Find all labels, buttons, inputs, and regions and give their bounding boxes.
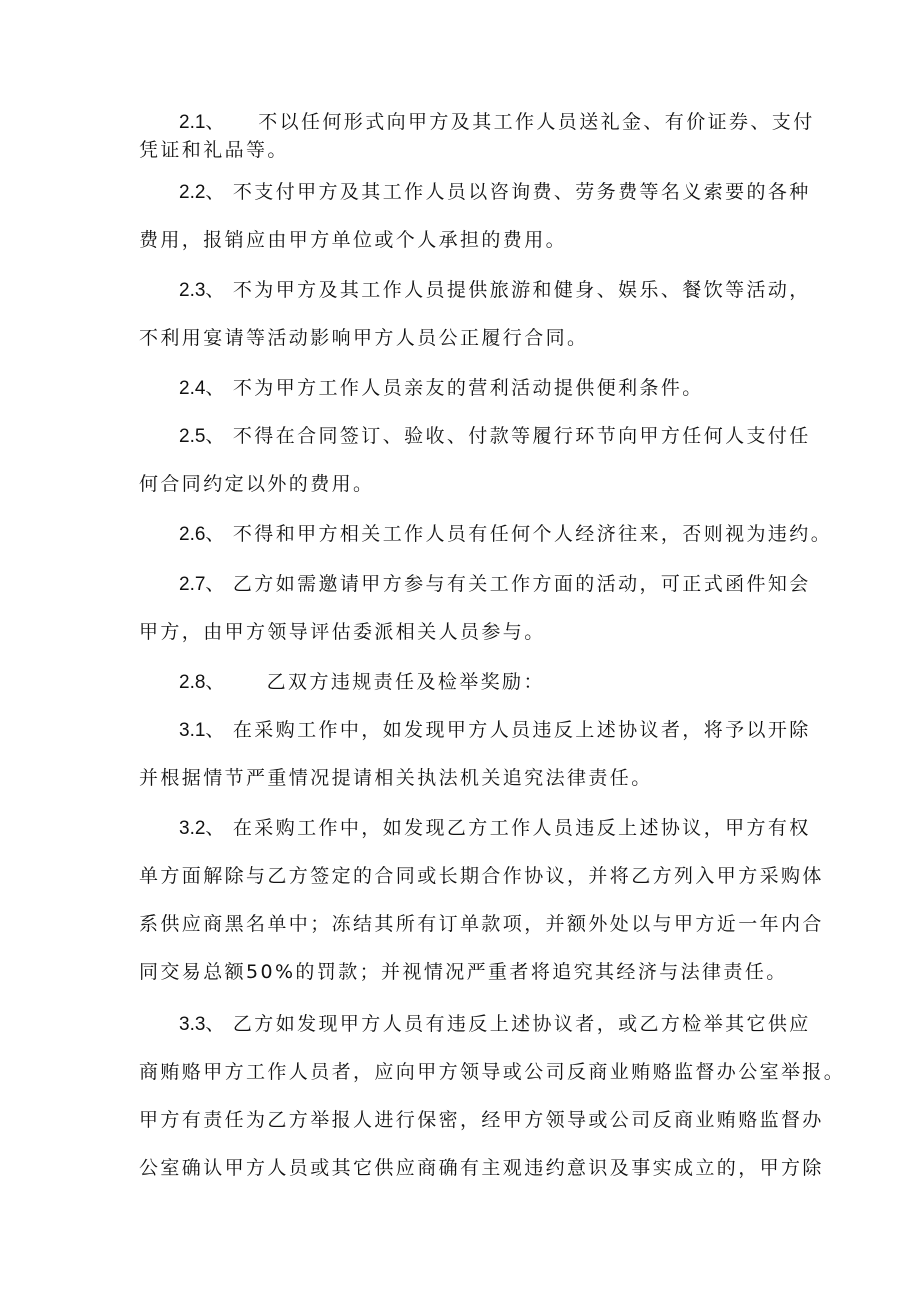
clause-text: 不支付甲方及其工作人员以咨询费、劳务费等名义索要的各种 [232,181,811,203]
clause-number: 3.3 [179,1014,206,1035]
clause-line: 同交易总额50%的罚款；并视情况严重者将追究其经济与法律责任。 [139,961,788,983]
clause-2-7 [139,560,811,656]
clause-separator: 、 [205,111,225,133]
clause-line [139,412,811,460]
clause-line [139,804,811,852]
clause-line: 系供应商黑名单中；冻结其所有订单款项，并额外处以与甲方近一年内合 [139,913,824,935]
clause-line [139,266,811,314]
clause-2-3 [139,266,811,362]
clause-number: 2.7 [179,574,206,595]
clause-separator: 、 [205,425,225,447]
clause-separator: 、 [205,671,225,693]
clause-separator: 、 [205,817,225,839]
clause-text: 不得在合同签订、验收、付款等履行环节向甲方任何人支付任 [232,425,811,447]
clause-number: 3.2 [179,818,206,839]
clause-line: 公室确认甲方人员或其它供应商确有主观违约意识及事实成立的，甲方除 [139,1157,824,1179]
clause-2-2 [139,168,811,264]
clause-number: 2.8 [179,672,206,693]
clause-number: 2.5 [179,426,206,447]
clause-3-1 [139,706,811,802]
clause-line [139,560,811,608]
clause-separator: 、 [205,573,225,595]
clause-separator: 、 [205,1013,225,1035]
clause-3-2 [139,804,824,996]
clause-number: 2.4 [179,378,206,399]
clause-text: 在采购工作中，如发现乙方工作人员违反上述协议，甲方有权 [232,817,811,839]
clause-text: 乙方如需邀请甲方参与有关工作方面的活动，可正式函件知会 [232,573,811,595]
clause-separator: 、 [205,181,225,203]
clause-separator: 、 [205,279,225,301]
clause-2-8 [139,658,785,706]
clause-separator: 、 [205,719,225,741]
clause-line: 商贿赂甲方工作人员者，应向甲方领导或公司反商业贿赂监督办公室举报。 [139,1061,846,1083]
clause-separator: 、 [205,523,225,545]
clause-text: 不为甲方工作人员亲友的营利活动提供便利条件。 [232,377,704,399]
clause-line: 何合同约定以外的费用。 [139,473,375,495]
clause-line [139,168,811,216]
clause-line [139,108,815,136]
clause-line [139,1000,811,1048]
clause-text: 不以任何形式向甲方及其工作人员送礼金、有价证券、支付 [258,111,815,133]
clause-text: 不得和甲方相关工作人员有任何个人经济往来，否则视为违约。 [232,523,833,545]
clause-line: 甲方，由甲方领导评估委派相关人员参与。 [139,621,546,643]
clause-text: 在采购工作中，如发现甲方人员违反上述协议者，将予以开除 [232,719,811,741]
clause-line: 凭证和礼品等。 [139,139,289,161]
clause-2-1 [139,108,815,164]
clause-line: 单方面解除与乙方签定的合同或长期合作协议，并将乙方列入甲方采购体 [139,865,824,887]
clause-line [139,364,785,412]
clause-2-5 [139,412,811,508]
clause-separator: 、 [205,377,225,399]
clause-number: 2.2 [179,182,206,203]
clause-text: 乙方如发现甲方人员有违反上述协议者，或乙方检举其它供应 [232,1013,811,1035]
clause-line: 甲方有责任为乙方举报人进行保密，经甲方领导或公司反商业贿赂监督办 [139,1109,824,1131]
clause-line: 不利用宴请等活动影响甲方人员公正履行合同。 [139,327,589,349]
clause-number: 2.1 [179,112,206,133]
clause-line: 费用，报销应由甲方单位或个人承担的费用。 [139,229,568,251]
clause-text: 乙双方违规责任及检举奖励： [266,671,545,693]
clause-line: 并根据情节严重情况提请相关执法机关追究法律责任。 [139,767,653,789]
clause-number: 2.6 [179,524,206,545]
clause-2-6 [139,510,833,558]
clause-line [139,658,785,706]
clause-number: 2.3 [179,280,206,301]
clause-3-3 [139,1000,846,1192]
clause-line [139,706,811,754]
clause-line [139,510,833,558]
clause-2-4 [139,364,785,412]
clause-text: 不为甲方及其工作人员提供旅游和健身、娱乐、餐饮等活动， [232,279,811,301]
clause-number: 3.1 [179,720,206,741]
